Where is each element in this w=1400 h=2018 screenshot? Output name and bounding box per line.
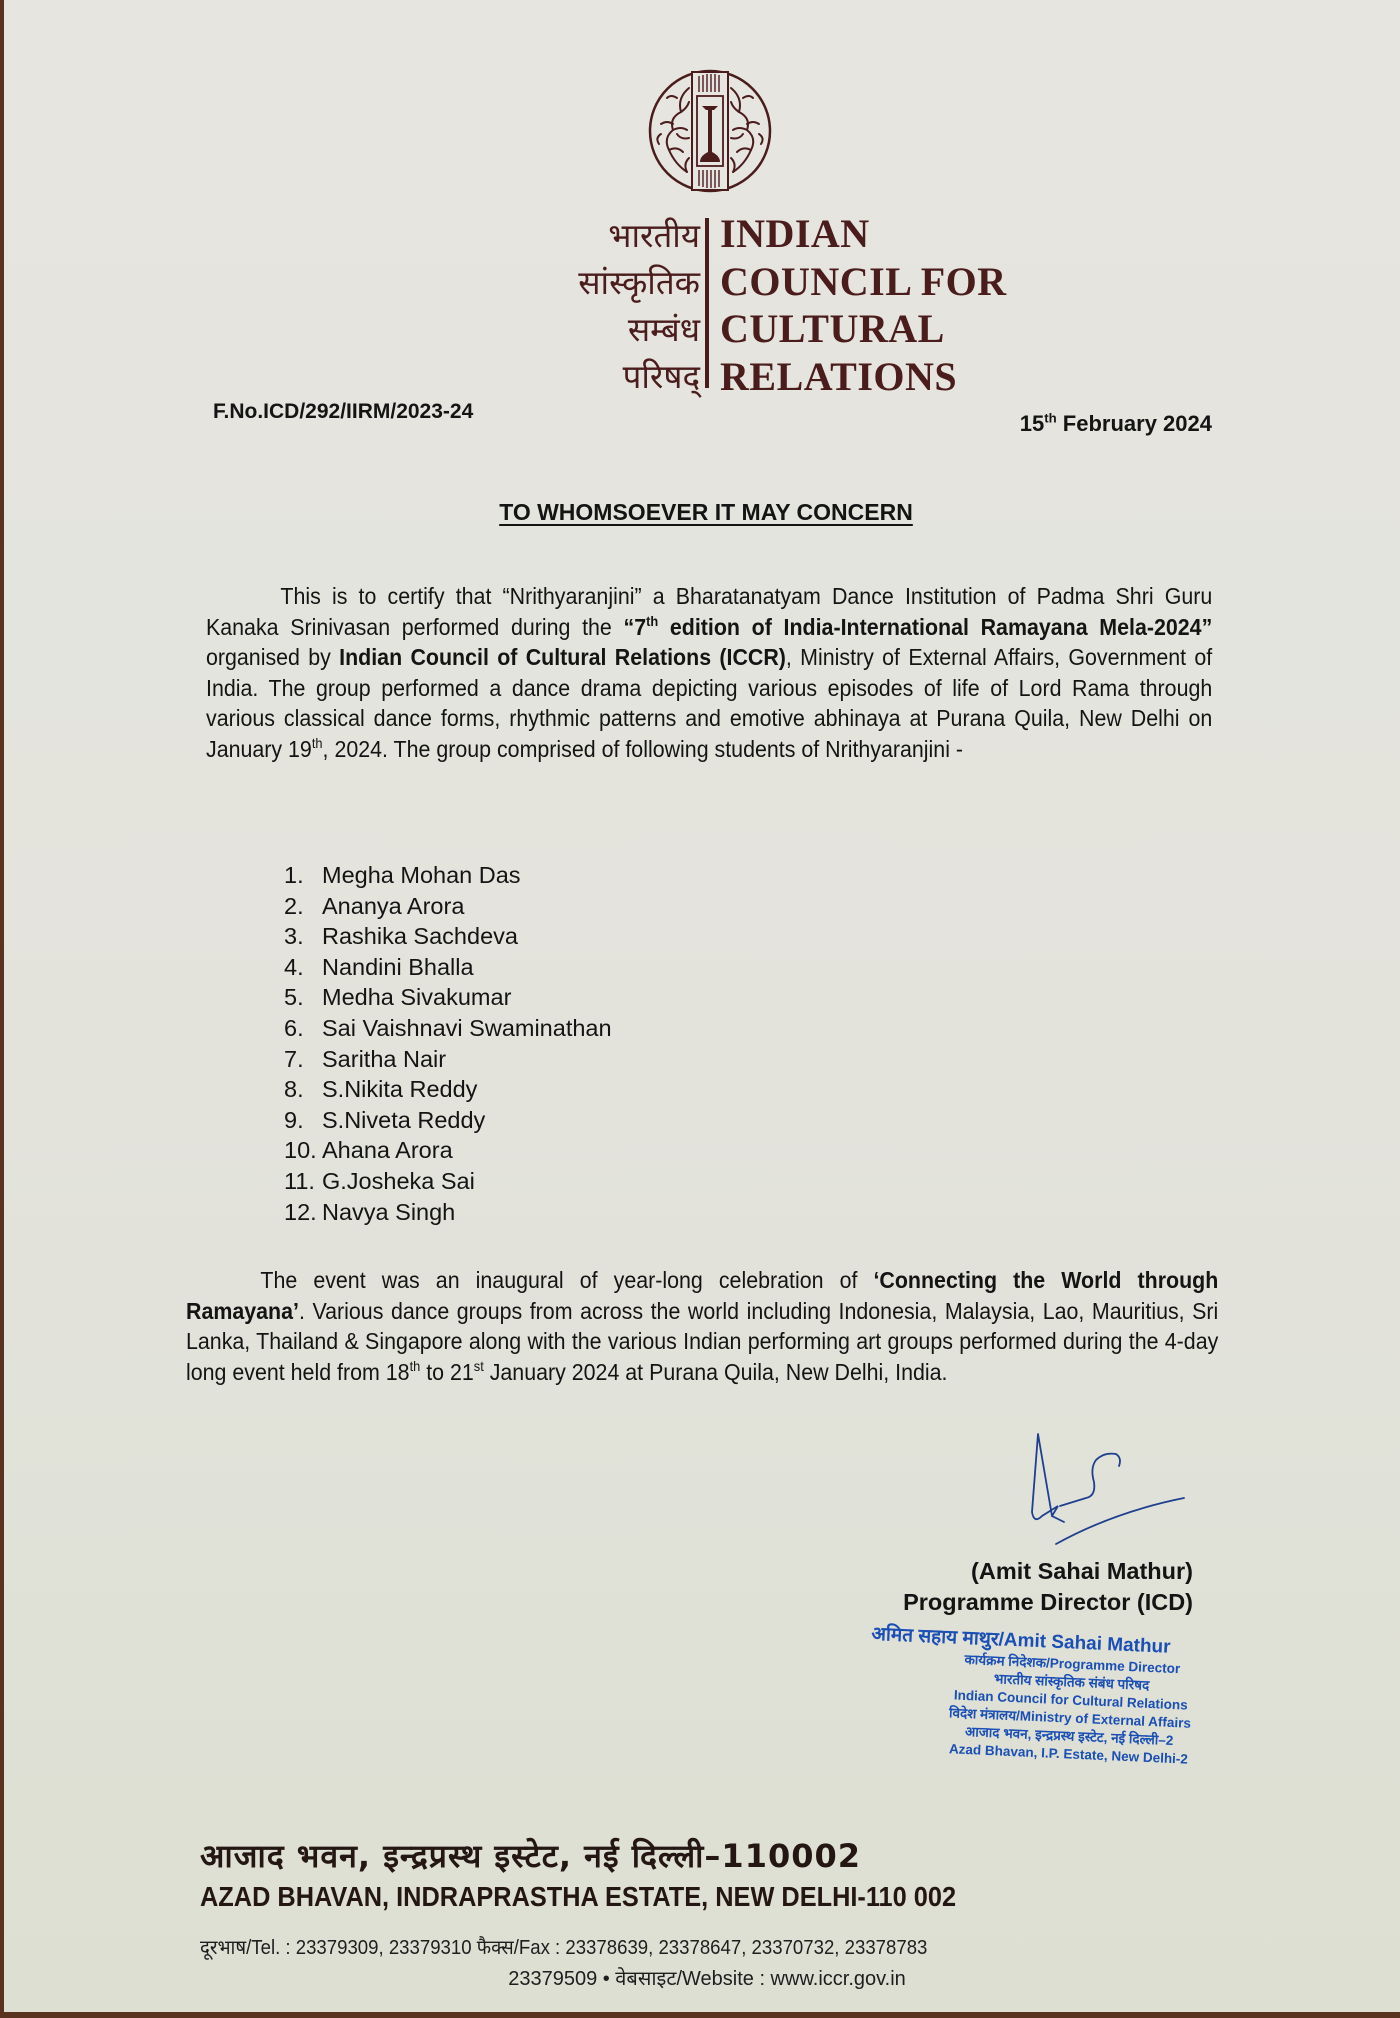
student-name: Ananya Arora xyxy=(322,892,465,919)
date-day-suffix: th xyxy=(1044,410,1057,426)
student-number: 9. xyxy=(284,1106,304,1133)
student-list-item xyxy=(284,1044,612,1075)
brand-hindi-line: सम्बंध xyxy=(627,310,700,349)
student-name: Nandini Bhalla xyxy=(322,953,474,980)
student-number: 4. xyxy=(284,953,304,980)
student-list-item xyxy=(284,891,612,922)
paragraph-text: This is to certify that “Nrithyaranjini” a Bharatanatyam Dance Institution of Padma Shri Guru Kanaka Srinivasan performed during the xyxy=(206,583,1213,640)
student-list-item xyxy=(284,1197,612,1228)
brand-divider xyxy=(705,218,709,388)
footer-address-hindi: आजाद भवन, इन्द्रप्रस्थ इस्टेट, नई दिल्ली–110002 xyxy=(200,1837,862,1875)
paragraph-text: , 2024. The group comprised of following students of Nrithyaranjini - xyxy=(322,735,964,762)
brand-english-line: RELATIONS xyxy=(720,353,958,399)
signatory-block xyxy=(903,1556,1193,1618)
brand-hindi-line: सांस्कृतिक xyxy=(578,263,700,302)
student-list-item xyxy=(284,952,612,983)
bold-text: edition of India-International Ramayana Mela-2024” xyxy=(658,613,1213,640)
letter-title-text: TO WHOMSOEVER IT MAY CONCERN xyxy=(499,499,913,525)
student-name: Rashika Sachdeva xyxy=(322,923,518,950)
brand-english-line: INDIAN xyxy=(720,211,870,256)
certification-paragraph xyxy=(206,581,1212,764)
student-number: 6. xyxy=(284,1014,304,1041)
bold-text: “7 xyxy=(623,613,647,640)
student-list xyxy=(284,860,612,1227)
superscript-text: st xyxy=(473,1358,484,1374)
superscript-text: th xyxy=(409,1358,421,1374)
student-list-item xyxy=(284,1166,612,1197)
organisation-name-hindi xyxy=(578,212,700,400)
brand-hindi-line: परिषद् xyxy=(622,357,700,396)
student-number: 11. xyxy=(284,1167,315,1194)
student-number: 10. xyxy=(284,1137,317,1164)
student-list-item xyxy=(284,1105,612,1136)
student-name: Navya Singh xyxy=(322,1198,456,1225)
student-list-item xyxy=(284,921,612,952)
student-name: Saritha Nair xyxy=(322,1045,447,1072)
student-name: Megha Mohan Das xyxy=(322,862,521,888)
student-name: S.Niveta Reddy xyxy=(322,1106,486,1133)
paragraph-text: organised by xyxy=(206,644,340,670)
stamp-line: भारतीय सांस्कृतिक संबंध परिषद xyxy=(993,1671,1150,1693)
student-number: 12. xyxy=(284,1198,317,1225)
paragraph-text: , Ministry of External Affairs, Government of India. The group performed a dance drama depicting various episodes of life of Lord Rama through various classical dance forms, rhythmic patterns and emotive abhinaya at Purana Quila, New Delhi on January 19 xyxy=(206,644,1213,762)
student-list-item xyxy=(284,1135,612,1166)
paragraph-text: to 21 xyxy=(420,1358,474,1385)
student-name: S.Nikita Reddy xyxy=(322,1076,478,1103)
iccr-emblem-icon xyxy=(647,68,773,194)
handwritten-signature-icon xyxy=(1024,1432,1224,1552)
student-number: 8. xyxy=(284,1076,304,1103)
stamp-line: अमित सहाय माथुर/Amit Sahai Mathur xyxy=(871,1623,1171,1658)
student-list-item xyxy=(284,1074,612,1105)
superscript-text: th xyxy=(646,613,659,629)
bold-text: Indian Council of Cultural Relations (ICCR) xyxy=(339,644,786,670)
student-number: 7. xyxy=(284,1045,304,1072)
stamp-line: आजाद भवन, इन्द्रप्रस्थ इस्टेट, नई दिल्ली–2 xyxy=(964,1723,1174,1749)
paragraph-text: . Various dance groups from across the world including Indonesia, Malaysia, Lao, Mauritius, Sri Lanka, Thailand & Singapore along with the various Indian performing art groups performed during the 4-day long event held from 18 xyxy=(186,1297,1219,1385)
superscript-text: th xyxy=(311,735,323,751)
stamp-line: Indian Council for Cultural Relations xyxy=(953,1687,1189,1713)
brand-english-line: CULTURAL xyxy=(720,306,945,351)
brand-hindi-line: भारतीय xyxy=(608,216,700,255)
student-name: G.Josheka Sai xyxy=(322,1167,475,1194)
date-day: 15 xyxy=(1019,411,1045,436)
student-list-item xyxy=(284,982,612,1013)
student-name: Sai Vaishnavi Swaminathan xyxy=(322,1014,612,1041)
stamp-line: विदेश मंत्रालय/Ministry of External Affairs xyxy=(948,1705,1192,1731)
student-list-item xyxy=(284,1013,612,1044)
paragraph-text: January 2024 at Purana Quila, New Delhi, India. xyxy=(483,1358,948,1385)
official-stamp xyxy=(848,1622,1293,1773)
event-paragraph xyxy=(186,1265,1218,1387)
footer-contact-website: 23379509 • वेबसाइट/Website : www.iccr.gov.in xyxy=(508,1968,906,1990)
date-rest: February 2024 xyxy=(1056,411,1212,436)
organisation-name-english xyxy=(720,210,1007,400)
paragraph-text: The event was an inaugural of year-long celebration of xyxy=(260,1267,874,1293)
student-name: Ahana Arora xyxy=(322,1137,453,1164)
footer-address-english: AZAD BHAVAN, INDRAPRASTHA ESTATE, NEW DELHI-110 002 xyxy=(200,1881,957,1912)
signatory-name: (Amit Sahai Mathur) xyxy=(971,1558,1193,1584)
bold-text: ‘Connecting the World through Ramayana’ xyxy=(186,1267,1219,1324)
student-list-item xyxy=(284,860,612,891)
student-name: Medha Sivakumar xyxy=(322,984,512,1011)
letter-title xyxy=(4,499,1400,526)
student-number: 2. xyxy=(284,892,304,919)
file-number: F.No.ICD/292/IIRM/2023-24 xyxy=(213,400,474,423)
stamp-line: Azad Bhavan, I.P. Estate, New Delhi-2 xyxy=(948,1741,1189,1767)
letter-page xyxy=(4,0,1400,2012)
brand-english-line: COUNCIL FOR xyxy=(720,258,1007,304)
footer-contact-phone-fax: दूरभाष/Tel. : 23379309, 23379310 फैक्स/Fax : 23378639, 23378647, 23370732, 23378783 xyxy=(200,1937,928,1959)
stamp-line: कार्यक्रम निदेशक/Programme Director xyxy=(964,1651,1181,1677)
signatory-designation: Programme Director (ICD) xyxy=(903,1589,1193,1615)
letter-date xyxy=(1020,411,1212,437)
student-number: 5. xyxy=(284,984,304,1011)
student-number: 3. xyxy=(284,923,304,950)
student-number: 1. xyxy=(284,862,304,888)
